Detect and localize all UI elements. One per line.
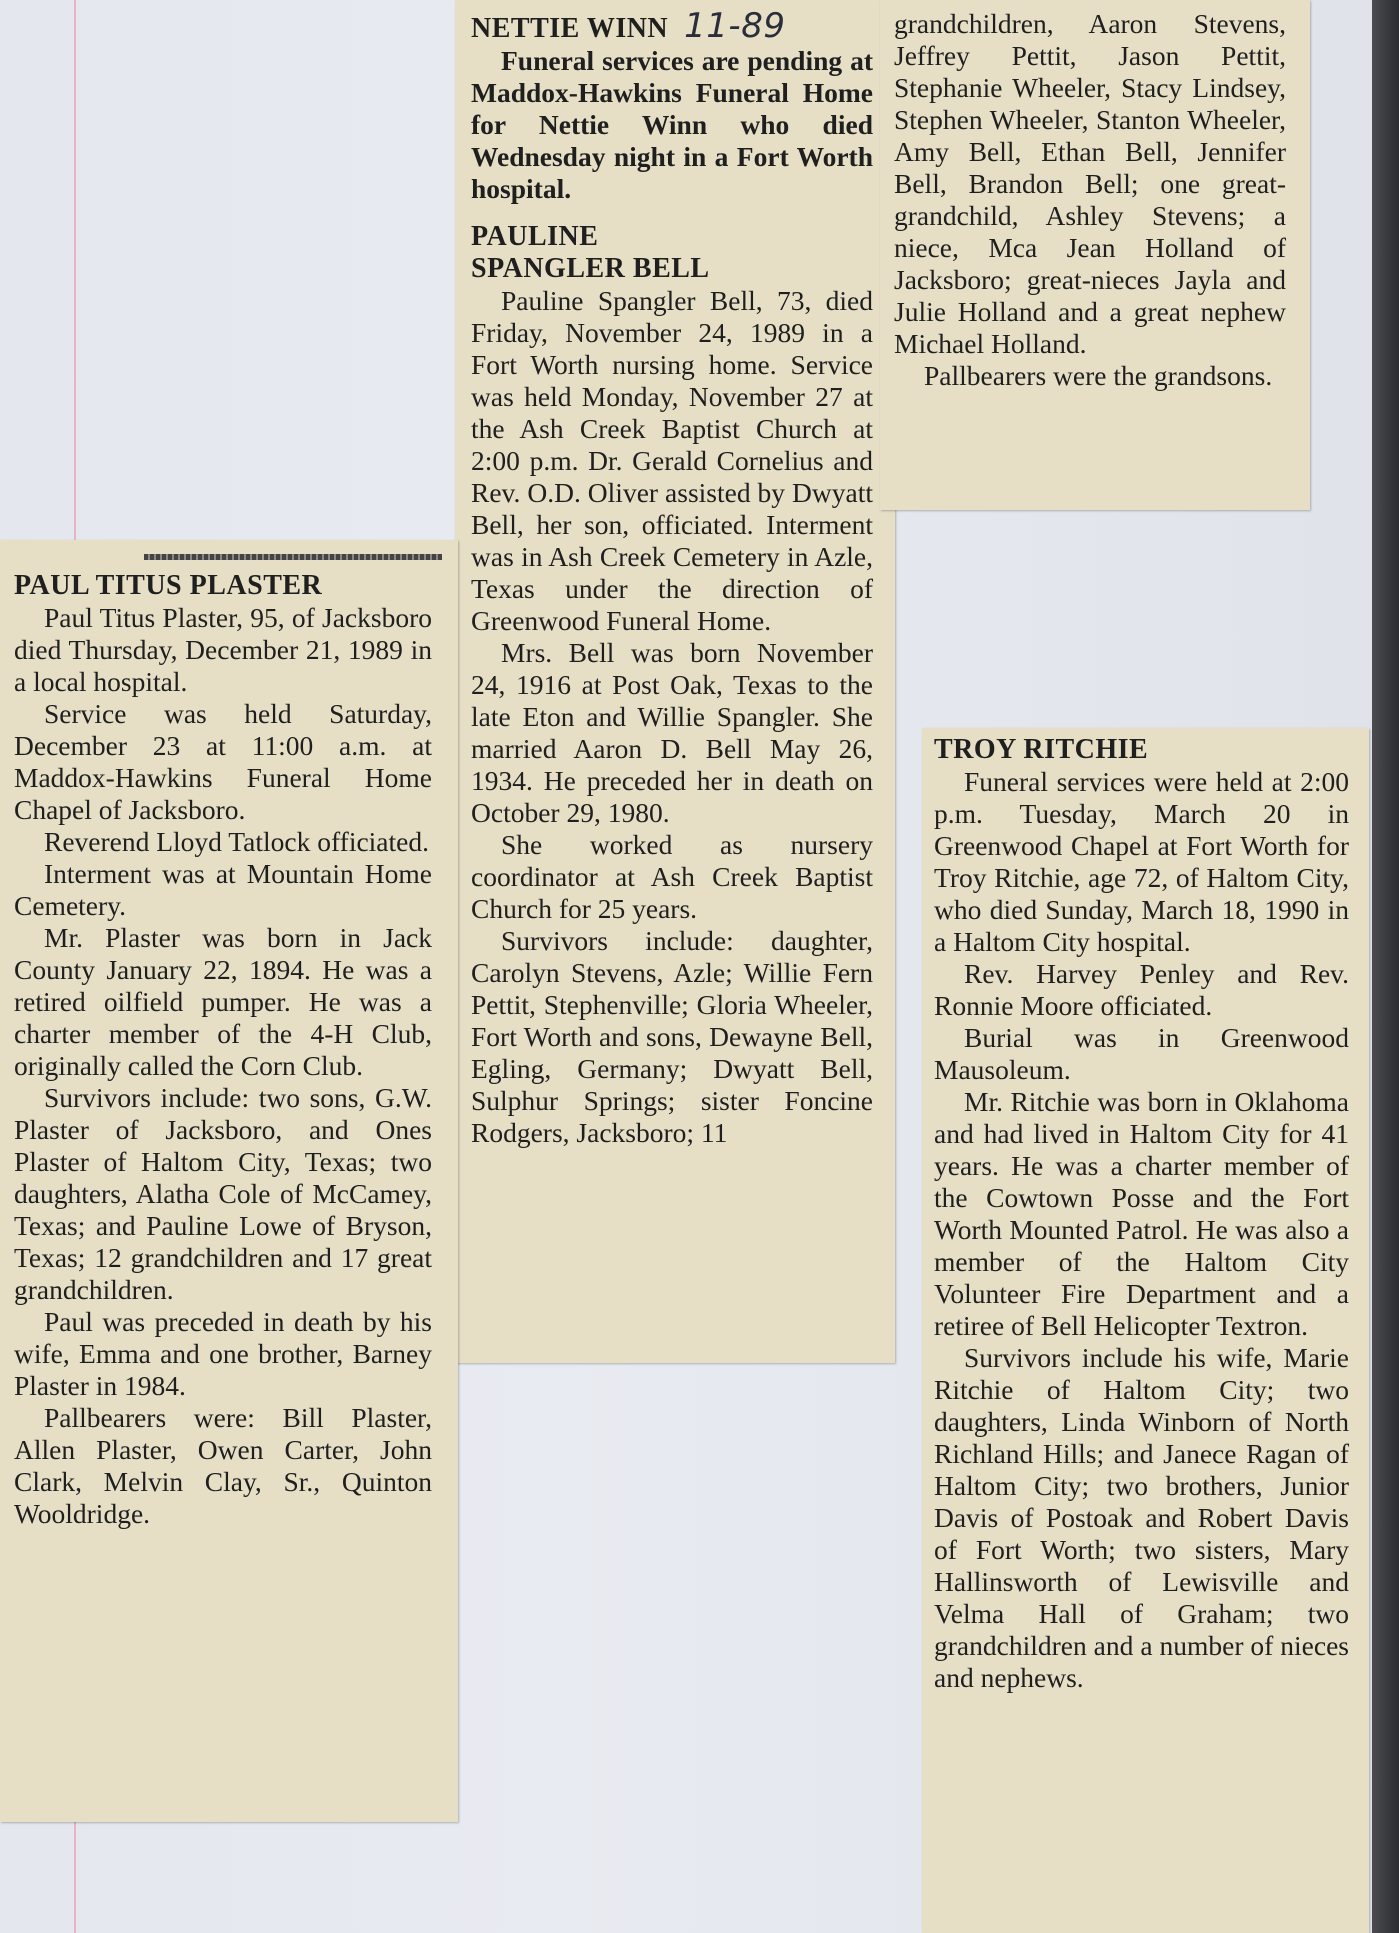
paul-paragraph: Paul was preceded in death by his wife, Emma and one brother, Barney Plaster in 1984.: [14, 1306, 432, 1401]
handwritten-date: 11-89: [684, 6, 786, 46]
paul-paragraph: Interment was at Mountain Home Cemetery.: [14, 858, 432, 921]
bleed-through-text: [0, 40, 120, 180]
obituary-title-pauline-line1: PAULINE: [471, 221, 599, 252]
pauline-paragraph: She worked as nursery coordinator at Ash Creek Baptist Church for 25 years.: [471, 829, 873, 924]
obituary-clipping-paul: [0, 540, 458, 1822]
nettie-title-text: NETTIE WINN: [471, 13, 669, 44]
paul-paragraph: Pallbearers were: Bill Plaster, Allen Plaster, Owen Carter, John Clark, Melvin Clay, Sr., Quinton Wooldridge.: [14, 1402, 432, 1529]
obituary-clipping-nettie-pauline: [455, 0, 895, 1363]
troy-paragraph: Burial was in Greenwood Mausoleum.: [934, 1022, 1349, 1085]
obituary-title-paul: PAUL TITUS PLASTER: [14, 570, 323, 601]
nettie-body: Funeral services are pending at Maddox-Hawkins Funeral Home for Nettie Winn who died Wednesday night in a Fort Worth hospital.: [471, 45, 873, 204]
obituary-clipping-pauline-continued: [880, 0, 1310, 510]
paul-paragraph: Mr. Plaster was born in Jack County January 22, 1894. He was a retired oilfield pumper. He was a charter member of the 4-H Club, originally called the Corn Club.: [14, 922, 432, 1081]
troy-paragraph: Survivors include his wife, Marie Ritchie of Haltom City; two daughters, Linda Winborn of North Richland Hills; and Janece Ragan of Haltom City; two brothers, Junior Davis of Postoak and Robert Davis of Fort Worth; two sisters, Mary Hallinsworth of Lewisville and Velma Hall of Graham; two grandchildren and a number of nieces and nephews.: [934, 1342, 1349, 1693]
paul-paragraph: Service was held Saturday, December 23 at 11:00 a.m. at Maddox-Hawkins Funeral Home Chapel of Jacksboro.: [14, 698, 432, 825]
obituary-title-pauline-line2: SPANGLER BELL: [471, 253, 710, 284]
troy-paragraph: Mr. Ritchie was born in Oklahoma and had lived in Haltom City for 41 years. He was a charter member of the Cowtown Posse and the Fort Worth Mounted Patrol. He was also a member of the Haltom City Volunteer Fire Department and a retiree of Bell Helicopter Textron.: [934, 1086, 1349, 1341]
pauline-paragraph: Survivors include: daughter, Carolyn Stevens, Azle; Willie Fern Pettit, Stephenville; Gloria Wheeler, Fort Worth and sons, Dewayne Bell, Egling, Germany; Dwyatt Bell, Sulphur Springs; sister Foncine Rodgers, Jacksboro; 11: [471, 925, 873, 1148]
troy-paragraph: Rev. Harvey Penley and Rev. Ronnie Moore officiated.: [934, 958, 1349, 1021]
pauline-continued-paragraph: Pallbearers were the grandsons.: [924, 360, 1273, 391]
paul-paragraph: Paul Titus Plaster, 95, of Jacksboro died Thursday, December 21, 1989 in a local hospital.: [14, 602, 432, 697]
obituary-clipping-troy: [922, 728, 1369, 1933]
pauline-continued-paragraph: grandchildren, Aaron Stevens, Jeffrey Pettit, Jason Pettit, Stephanie Wheeler, Stacy Lindsey, Stephen Wheeler, Stanton Wheeler, Amy Bell, Ethan Bell, Jennifer Bell, Brandon Bell; one great-grandchild, Ashley Stevens; a niece, Mca Jean Holland of Jacksboro; great-nieces Jayla and Julie Holland and a great nephew Michael Holland.: [894, 8, 1286, 359]
pauline-paragraph: Mrs. Bell was born November 24, 1916 at Post Oak, Texas to the late Eton and Willie Spangler. She married Aaron D. Bell May 26, 1934. He preceded her in death on October 29, 1980.: [471, 637, 873, 828]
paul-paragraph: Survivors include: two sons, G.W. Plaster of Jacksboro, and Ones Plaster of Haltom City, Texas; two daughters, Alatha Cole of McCamey, Texas; and Pauline Lowe of Bryson, Texas; 12 grandchildren and 17 great grandchildren.: [14, 1082, 432, 1305]
pauline-paragraph: Pauline Spangler Bell, 73, died Friday, November 24, 1989 in a Fort Worth nursing home. Service was held Monday, November 27 at the Ash Creek Baptist Church at 2:00 p.m. Dr. Gerald Cornelius and Rev. O.D. Oliver assisted by Dwyatt Bell, her son, officiated. Interment was in Ash Creek Cemetery in Azle, Texas under the direction of Greenwood Funeral Home.: [471, 285, 873, 636]
binder-edge: [1372, 0, 1399, 1933]
clipping-rule: [144, 554, 442, 560]
paul-paragraph: Reverend Lloyd Tatlock officiated.: [44, 826, 429, 857]
obituary-title-troy: TROY RITCHIE: [934, 734, 1149, 765]
obituary-title-nettie: [471, 6, 873, 46]
troy-paragraph: Funeral services were held at 2:00 p.m. Tuesday, March 20 in Greenwood Chapel at Fort Worth for Troy Ritchie, age 72, of Haltom City, who died Sunday, March 18, 1990 in a Haltom City hospital.: [934, 766, 1349, 957]
